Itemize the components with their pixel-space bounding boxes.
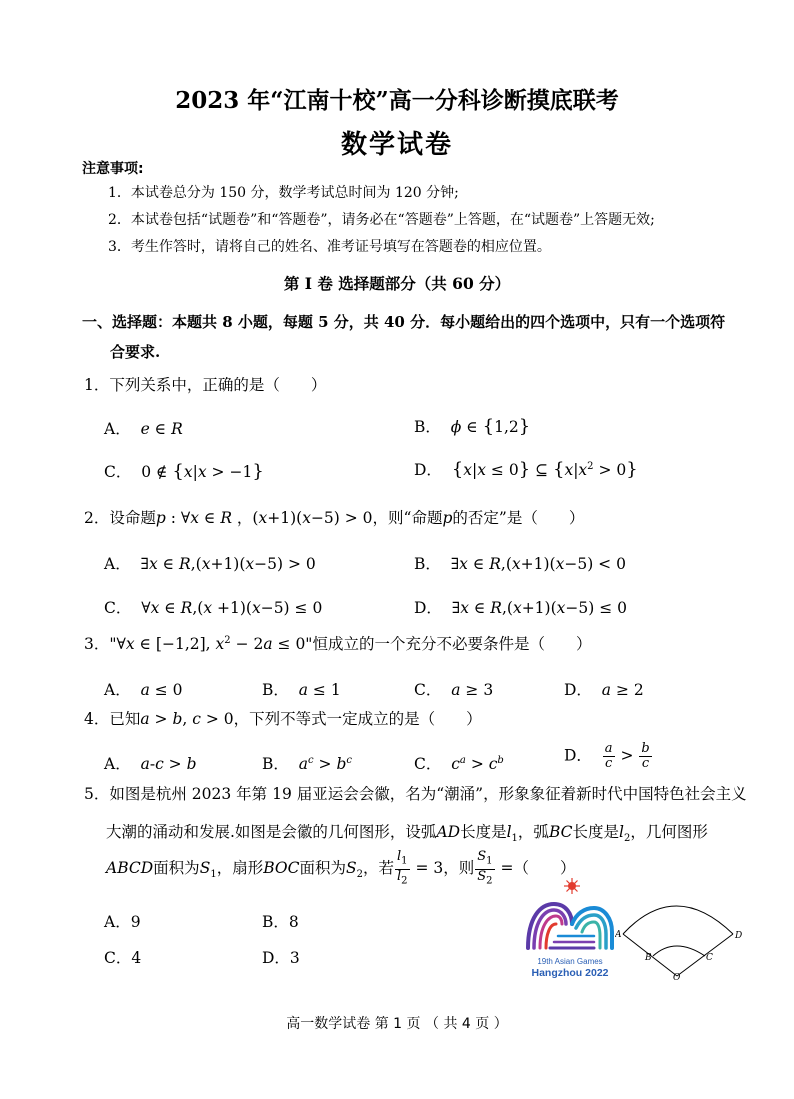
q5-option-b: B．8	[262, 913, 299, 931]
q4-option-c: C． $c^a > c^b$	[414, 754, 504, 773]
inner-arc-bc	[653, 946, 705, 956]
label-b: B	[645, 953, 652, 963]
q1-option-c: C． 0 ∉ {x|x > −1}	[104, 461, 264, 482]
q4-stem: 4．已知a > b, c > 0，下列不等式一定成立的是（ ）	[84, 710, 482, 728]
page-title: 2023 年“江南十校”高一分科诊断摸底联考	[175, 87, 619, 114]
q3-option-c: C． a ≥ 3	[414, 681, 494, 699]
q3-option-b: B． a ≤ 1	[262, 681, 341, 699]
q2-option-d: D． ∃x ∈ R,(x+1)(x−5) ≤ 0	[414, 599, 627, 617]
part-instructions-line1: 一、选择题：本题共 8 小题，每题 5 分，共 40 分．每小题给出的四个选项中，只有一个选项符	[82, 313, 726, 331]
q2-stem: 2．设命题p : ∀x ∈ R ，(x+1)(x−5) > 0，则“命题p的否定”是（ ）	[84, 509, 585, 527]
logo-waves-icon	[528, 904, 612, 948]
q1-option-d: D． {x|x ≤ 0} ⊆ $\{x|x^2 > 0\}$	[414, 459, 638, 480]
part-instructions-line2: 合要求.	[110, 343, 161, 361]
q5-stem-line3: ABCD面积为$S_1$，扇形BOC面积为$S_2$，若 $\frac{l_1}{l_2}$ = 3，则 $\frac{S_1}{S_2}$ =（ ）	[106, 849, 576, 887]
q1-option-a: A． e ∈ R	[104, 420, 183, 438]
q4-option-b: B． $a^c > b^c$	[262, 754, 352, 773]
outer-arc-ad	[623, 906, 733, 934]
q2-option-b: B． ∃x ∈ R,(x+1)(x−5) < 0	[414, 555, 626, 573]
logo-text-line2: Hangzhou 2022	[531, 967, 609, 979]
q5-stem-line2: 大潮的涌动和发展.如图是会徽的几何图形，设弧AD长度是$l_1$，弧BC长度是$l_2$，几何图形	[106, 823, 708, 845]
q3-option-d: D． a ≥ 2	[564, 681, 644, 699]
logo-text-line1: 19th Asian Games	[537, 957, 603, 966]
q4-option-d: D． $\frac{a}{c}$ > $\frac{b}{c}$	[564, 741, 650, 771]
q1-stem: 1．下列关系中，正确的是（ ）	[84, 376, 327, 394]
label-o: O	[673, 973, 681, 980]
notice-item-2: 2．本试卷包括“试题卷”和“答题卷”，请务必在“答题卷”上答题，在“试题卷”上答题无效;	[108, 212, 655, 228]
q5-option-a: A．9	[104, 913, 141, 931]
section-title: 第 I 卷 选择题部分（共 60 分）	[283, 274, 511, 293]
label-c: C	[706, 953, 713, 963]
label-a: A	[615, 930, 622, 940]
q5-stem-line1: 5．如图是杭州 2023 年第 19 届亚运会会徽，名为“潮涌”，形象象征着新时代中国特色社会主义	[84, 785, 747, 803]
sector-diagram	[615, 880, 745, 980]
page-footer: 高一数学试卷 第 1 页 （ 共 4 页 ）	[286, 1016, 508, 1032]
logo-graphic-icon	[520, 878, 620, 982]
asian-games-logo	[520, 878, 620, 982]
q1-option-b: B． ϕ ∈ {1,2}	[414, 416, 531, 437]
q2-option-a: A． ∃x ∈ R,(x+1)(x−5) > 0	[104, 555, 316, 573]
q5-option-d: D．3	[262, 949, 300, 967]
label-d: D	[735, 931, 743, 941]
notice-item-1: 1．本试卷总分为 150 分，数学考试总时间为 120 分钟;	[108, 185, 459, 201]
q3-stem: 3．"∀x ∈ [−1,2], $x^2 - 2a \le 0$"恒成立的一个充分不必要条件是（ ）	[84, 634, 592, 653]
notice-heading: 注意事项:	[82, 161, 144, 177]
logo-sun-icon	[564, 878, 580, 894]
q3-option-a: A． a ≤ 0	[104, 681, 183, 699]
notice-item-3: 3．考生作答时，请将自己的姓名、准考证号填写在答题卷的相应位置。	[108, 239, 551, 255]
q2-option-c: C． ∀x ∈ R,(x +1)(x−5) ≤ 0	[104, 599, 323, 617]
page-subtitle: 数学试卷	[340, 130, 453, 160]
q5-option-c: C．4	[104, 949, 142, 967]
radius-od	[677, 934, 733, 976]
q4-option-a: A． a-c > b	[104, 755, 197, 773]
